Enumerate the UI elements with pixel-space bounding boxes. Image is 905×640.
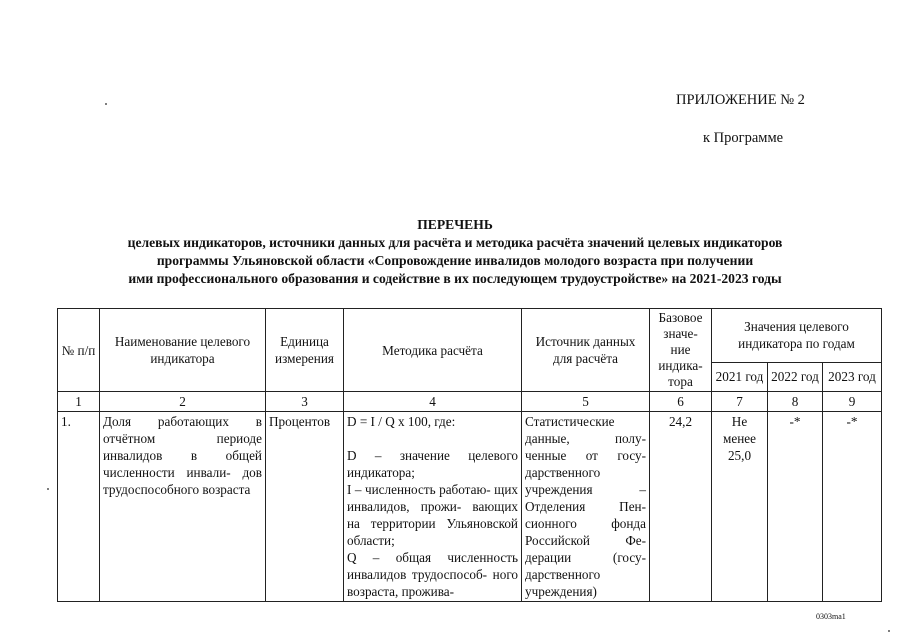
header-name: Наименование целевого индикатора <box>100 309 266 392</box>
appendix-label: ПРИЛОЖЕНИЕ № 2 <box>676 92 805 108</box>
header-num: № п/п <box>58 309 100 392</box>
header-target-values: Значения целевого индикатора по годам <box>712 309 882 363</box>
method-i: I – численность работаю- щих инвалидов, прожи- вающих на территории Ульяновской области; <box>347 482 518 548</box>
title-line-2: целевых индикаторов, источники данных для расчёта и методика расчёта значений целевых индикаторов <box>127 235 783 250</box>
col-number: 1 <box>58 392 100 412</box>
col-number: 3 <box>266 392 344 412</box>
indicator-name: Доля работающих в отчётном периоде инвалидов в общей численности инвали- дов трудоспособного возраста <box>100 412 266 602</box>
scan-speck <box>888 630 890 632</box>
col-number: 6 <box>650 392 712 412</box>
title-line-1: ПЕРЕЧЕНЬ <box>417 217 493 232</box>
title-line-3: программы Ульяновской области «Сопровождение инвалидов молодого возраста при получении <box>156 253 754 268</box>
col-number: 9 <box>823 392 882 412</box>
header-2022: 2022 год <box>768 362 823 391</box>
method-d: D – значение целевого индикатора; <box>347 448 518 480</box>
method-formula: D = I / Q x 100, где: <box>347 414 456 429</box>
header-row <box>58 309 882 363</box>
indicators-table <box>57 308 882 602</box>
header-source: Источник данных для расчёта <box>522 309 650 392</box>
header-base: Базовое значе- ние индика- тора <box>650 309 712 392</box>
value-2022: -* <box>768 412 823 602</box>
table-row <box>58 412 882 602</box>
col-number: 2 <box>100 392 266 412</box>
header-unit: Единица измерения <box>266 309 344 392</box>
value-2023: -* <box>823 412 882 602</box>
indicator-unit: Процентов <box>266 412 344 602</box>
header-2021: 2021 год <box>712 362 768 391</box>
header-method: Методика расчёта <box>344 309 522 392</box>
method-q: Q – общая численность инвалидов трудоспособ- ного возраста, прожива- <box>347 550 518 599</box>
column-numbers-row <box>58 392 882 412</box>
indicator-source: Статистические данные, полу- ченные от госу- дарственного учреждения – Отделения Пен- сионного фонда Российской Фе- дерации (госу- дарственного учреждения) <box>522 412 650 602</box>
document-title <box>40 216 870 288</box>
indicator-method <box>344 412 522 602</box>
col-number: 5 <box>522 392 650 412</box>
indicator-base-value: 24,2 <box>650 412 712 602</box>
col-number: 7 <box>712 392 768 412</box>
scan-speck <box>47 488 49 490</box>
col-number: 4 <box>344 392 522 412</box>
value-2021: Не менее 25,0 <box>712 412 768 602</box>
scan-speck <box>105 103 107 105</box>
row-num: 1. <box>58 412 100 602</box>
title-line-4: ими профессионального образования и содействие в их последующем трудоустройстве» на 2021-2023 годы <box>128 271 782 286</box>
col-number: 8 <box>768 392 823 412</box>
footer-code: 0303ma1 <box>816 612 846 621</box>
to-program-label: к Программе <box>703 130 784 146</box>
header-2023: 2023 год <box>823 362 882 391</box>
